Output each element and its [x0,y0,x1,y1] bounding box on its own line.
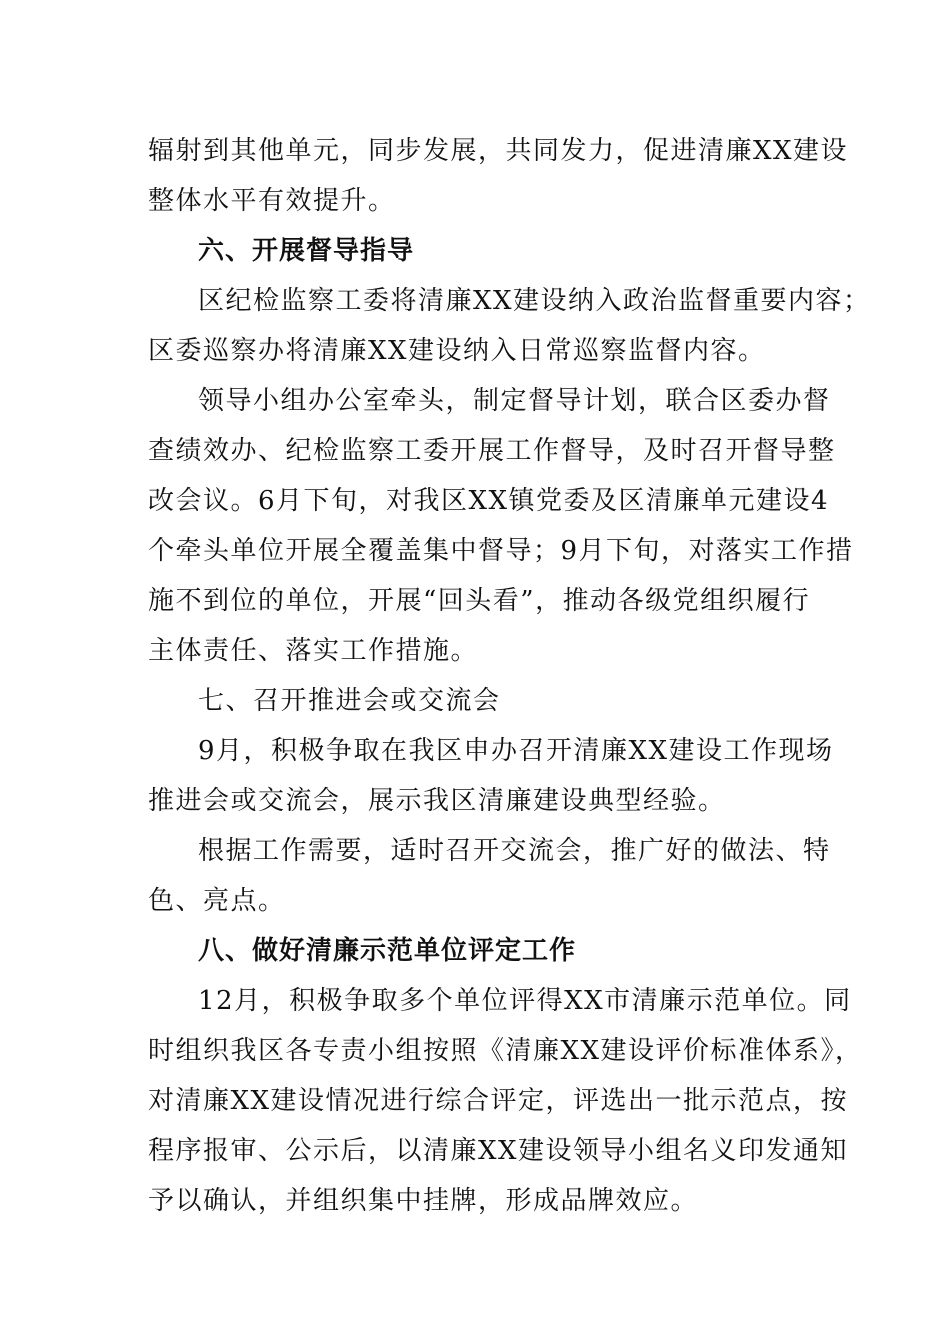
body-text-line: 12月，积极争取多个单位评得XX市清廉示范单位。同 [198,986,852,1016]
body-text-line: 领导小组办公室牵头，制定督导计划，联合区委办督 [198,386,831,416]
body-text-line: 区委巡察办将清廉XX建设纳入日常巡察监督内容。 [148,336,766,366]
body-text-line: 辐射到其他单元，同步发展，共同发力，促进清廉XX建设 [148,136,849,166]
body-text-line: 改会议。6月下旬，对我区XX镇党委及区清廉单元建设4 [148,486,830,516]
body-text-line: 主体责任、落实工作措施。 [148,636,479,666]
body-text-line: 根据工作需要，适时召开交流会，推广好的做法、特 [198,836,831,866]
body-text-line: 施不到位的单位，开展“回头看”，推动各级党组织履行 [148,586,811,616]
body-text-line: 查绩效办、纪检监察工委开展工作督导，及时召开督导整 [148,436,836,466]
body-text-line: 对清廉XX建设情况进行综合评定，评选出一批示范点，按 [148,1086,849,1116]
body-text-line: 色、亮点。 [148,886,286,916]
body-text-line: 9月，积极争取在我区申办召开清廉XX建设工作现场 [198,736,834,766]
body-text-line: 推进会或交流会，展示我区清廉建设典型经验。 [148,786,726,816]
body-text-line: 时组织我区各专责小组按照《清廉XX建设评价标准体系》， [148,1036,863,1066]
body-text-line: 整体水平有效提升。 [148,186,396,216]
section-heading-8: 八、做好清廉示范单位评定工作 [198,936,577,966]
body-text-line: 个牵头单位开展全覆盖集中督导；9月下旬，对落实工作措 [148,536,854,566]
section-heading-7: 七、召开推进会或交流会 [198,686,501,716]
body-text-line: 区纪检监察工委将清廉XX建设纳入政治监督重要内容； [198,286,871,316]
body-text-line: 予以确认，并组织集中挂牌，形成品牌效应。 [148,1186,699,1216]
section-heading-6: 六、开展督导指导 [198,236,415,266]
body-text-line: 程序报审、公示后，以清廉XX建设领导小组名义印发通知 [148,1136,849,1166]
